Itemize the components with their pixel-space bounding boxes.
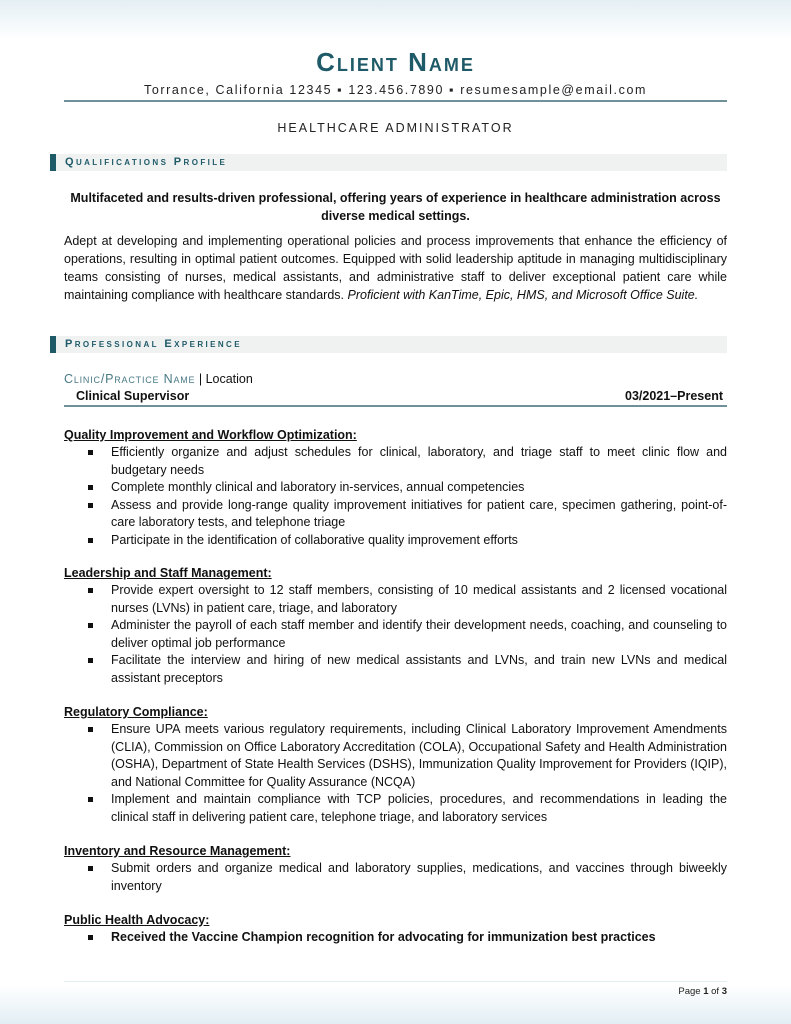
bullet-icon — [88, 658, 93, 663]
job-title: HEALTHCARE ADMINISTRATOR — [277, 121, 514, 135]
employer-location: Location — [205, 372, 253, 386]
contact-line: Torrance, California 12345 ▪ 123.456.7890 ▪ resumesample@email.com — [143, 83, 648, 97]
bullet-icon — [88, 450, 93, 455]
bullet-list — [64, 444, 727, 549]
section-title: Professional Experience — [65, 338, 242, 350]
achievement-group — [64, 704, 727, 826]
list-item: Ensure UPA meets various regulatory requirements, including Clinical Laboratory Improvement Amendments (CLIA), Commission on Office Laboratory Accreditation (COLA), Occupational Safety and Health Administration (OSHA), Department of State Health Services (DSHS), Immunization Quality Improvement for Providers (IQIP), and National Committee for Quality Assurance (NCQA) — [64, 721, 727, 791]
list-item: Administer the payroll of each staff member and identify their development needs, coaching, and counseling to deliver optimal job performance — [64, 617, 727, 652]
achievement-group — [64, 912, 727, 947]
list-item: Complete monthly clinical and laboratory in-services, annual competencies — [64, 479, 727, 497]
section-title: Qualifications Profile — [65, 156, 228, 168]
employer-name: Clinic/Practice Name — [64, 372, 196, 386]
role-divider — [64, 405, 727, 407]
list-item: Received the Vaccine Champion recognition for advocating for immunization best practices — [64, 929, 727, 947]
footer-divider — [64, 981, 727, 982]
group-heading: Quality Improvement and Workflow Optimization: — [64, 428, 357, 442]
list-item: Efficiently organize and adjust schedules for clinical, laboratory, and triage staff to meet clinic flow and budgetary needs — [64, 444, 727, 479]
group-heading: Public Health Advocacy: — [64, 913, 210, 927]
group-heading: Inventory and Resource Management: — [64, 844, 291, 858]
bullet-list — [64, 929, 727, 947]
bullet-icon — [88, 503, 93, 508]
section-header-qualifications — [50, 154, 727, 171]
bullet-list — [64, 860, 727, 895]
role-row — [76, 389, 727, 403]
list-item: Facilitate the interview and hiring of new medical assistants and LVNs, and train new LVNs and medical assistant preceptors — [64, 652, 727, 687]
list-item: Provide expert oversight to 12 staff members, consisting of 10 medical assistants and 2 licensed vocational nurses (LVNs) in patient care, triage, and laboratory — [64, 582, 727, 617]
achievement-group — [64, 565, 727, 687]
header-divider — [64, 100, 727, 102]
section-marker — [50, 336, 56, 353]
role-dates: 03/2021–Present — [625, 389, 723, 403]
bullet-icon — [88, 588, 93, 593]
summary-body — [64, 232, 727, 304]
bullet-icon — [88, 485, 93, 490]
bullet-icon — [88, 935, 93, 940]
bullet-icon — [88, 538, 93, 543]
bullet-icon — [88, 866, 93, 871]
achievement-group — [64, 843, 727, 895]
section-header-experience — [50, 336, 727, 353]
section-marker — [50, 154, 56, 171]
role-title: Clinical Supervisor — [76, 389, 190, 403]
employer-line — [64, 372, 253, 386]
list-item: Participate in the identification of collaborative quality improvement efforts — [64, 532, 727, 550]
bullet-list — [64, 721, 727, 826]
client-name: Client Name — [316, 47, 475, 77]
group-heading: Regulatory Compliance: — [64, 705, 208, 719]
group-heading: Leadership and Staff Management: — [64, 566, 272, 580]
summary-text: Adept at developing and implementing operational policies and process improvements that enhance the efficiency of operations, resulting in optimal patient outcomes. Equipped with solid leadership aptitude in managing multidisciplinary teams consisting of nurses, medical assistants, and administrative staff to deliver exceptional patient care while maintaining compliance with healthcare standards. — [64, 234, 727, 302]
employer-separator: | — [195, 372, 206, 386]
page-number: Page 1 of 3 — [678, 986, 727, 997]
achievement-group — [64, 427, 727, 549]
bullet-list — [64, 582, 727, 687]
summary-proficiency: Proficient with KanTime, Epic, HMS, and Microsoft Office Suite. — [347, 288, 699, 302]
list-item: Submit orders and organize medical and laboratory supplies, medications, and vaccines through biweekly inventory — [64, 860, 727, 895]
bullet-icon — [88, 727, 93, 732]
summary-headline: Multifaceted and results-driven professional, offering years of experience in healthcare administration across diverse medical settings. — [70, 191, 721, 223]
bullet-icon — [88, 797, 93, 802]
list-item: Assess and provide long-range quality improvement initiatives for patient care, specimen gathering, point-of-care laboratory tests, and telephone triage — [64, 497, 727, 532]
list-item: Implement and maintain compliance with TCP policies, procedures, and recommendations in leading the clinical staff in delivering patient care, telephone triage, and laboratory services — [64, 791, 727, 826]
bullet-icon — [88, 623, 93, 628]
